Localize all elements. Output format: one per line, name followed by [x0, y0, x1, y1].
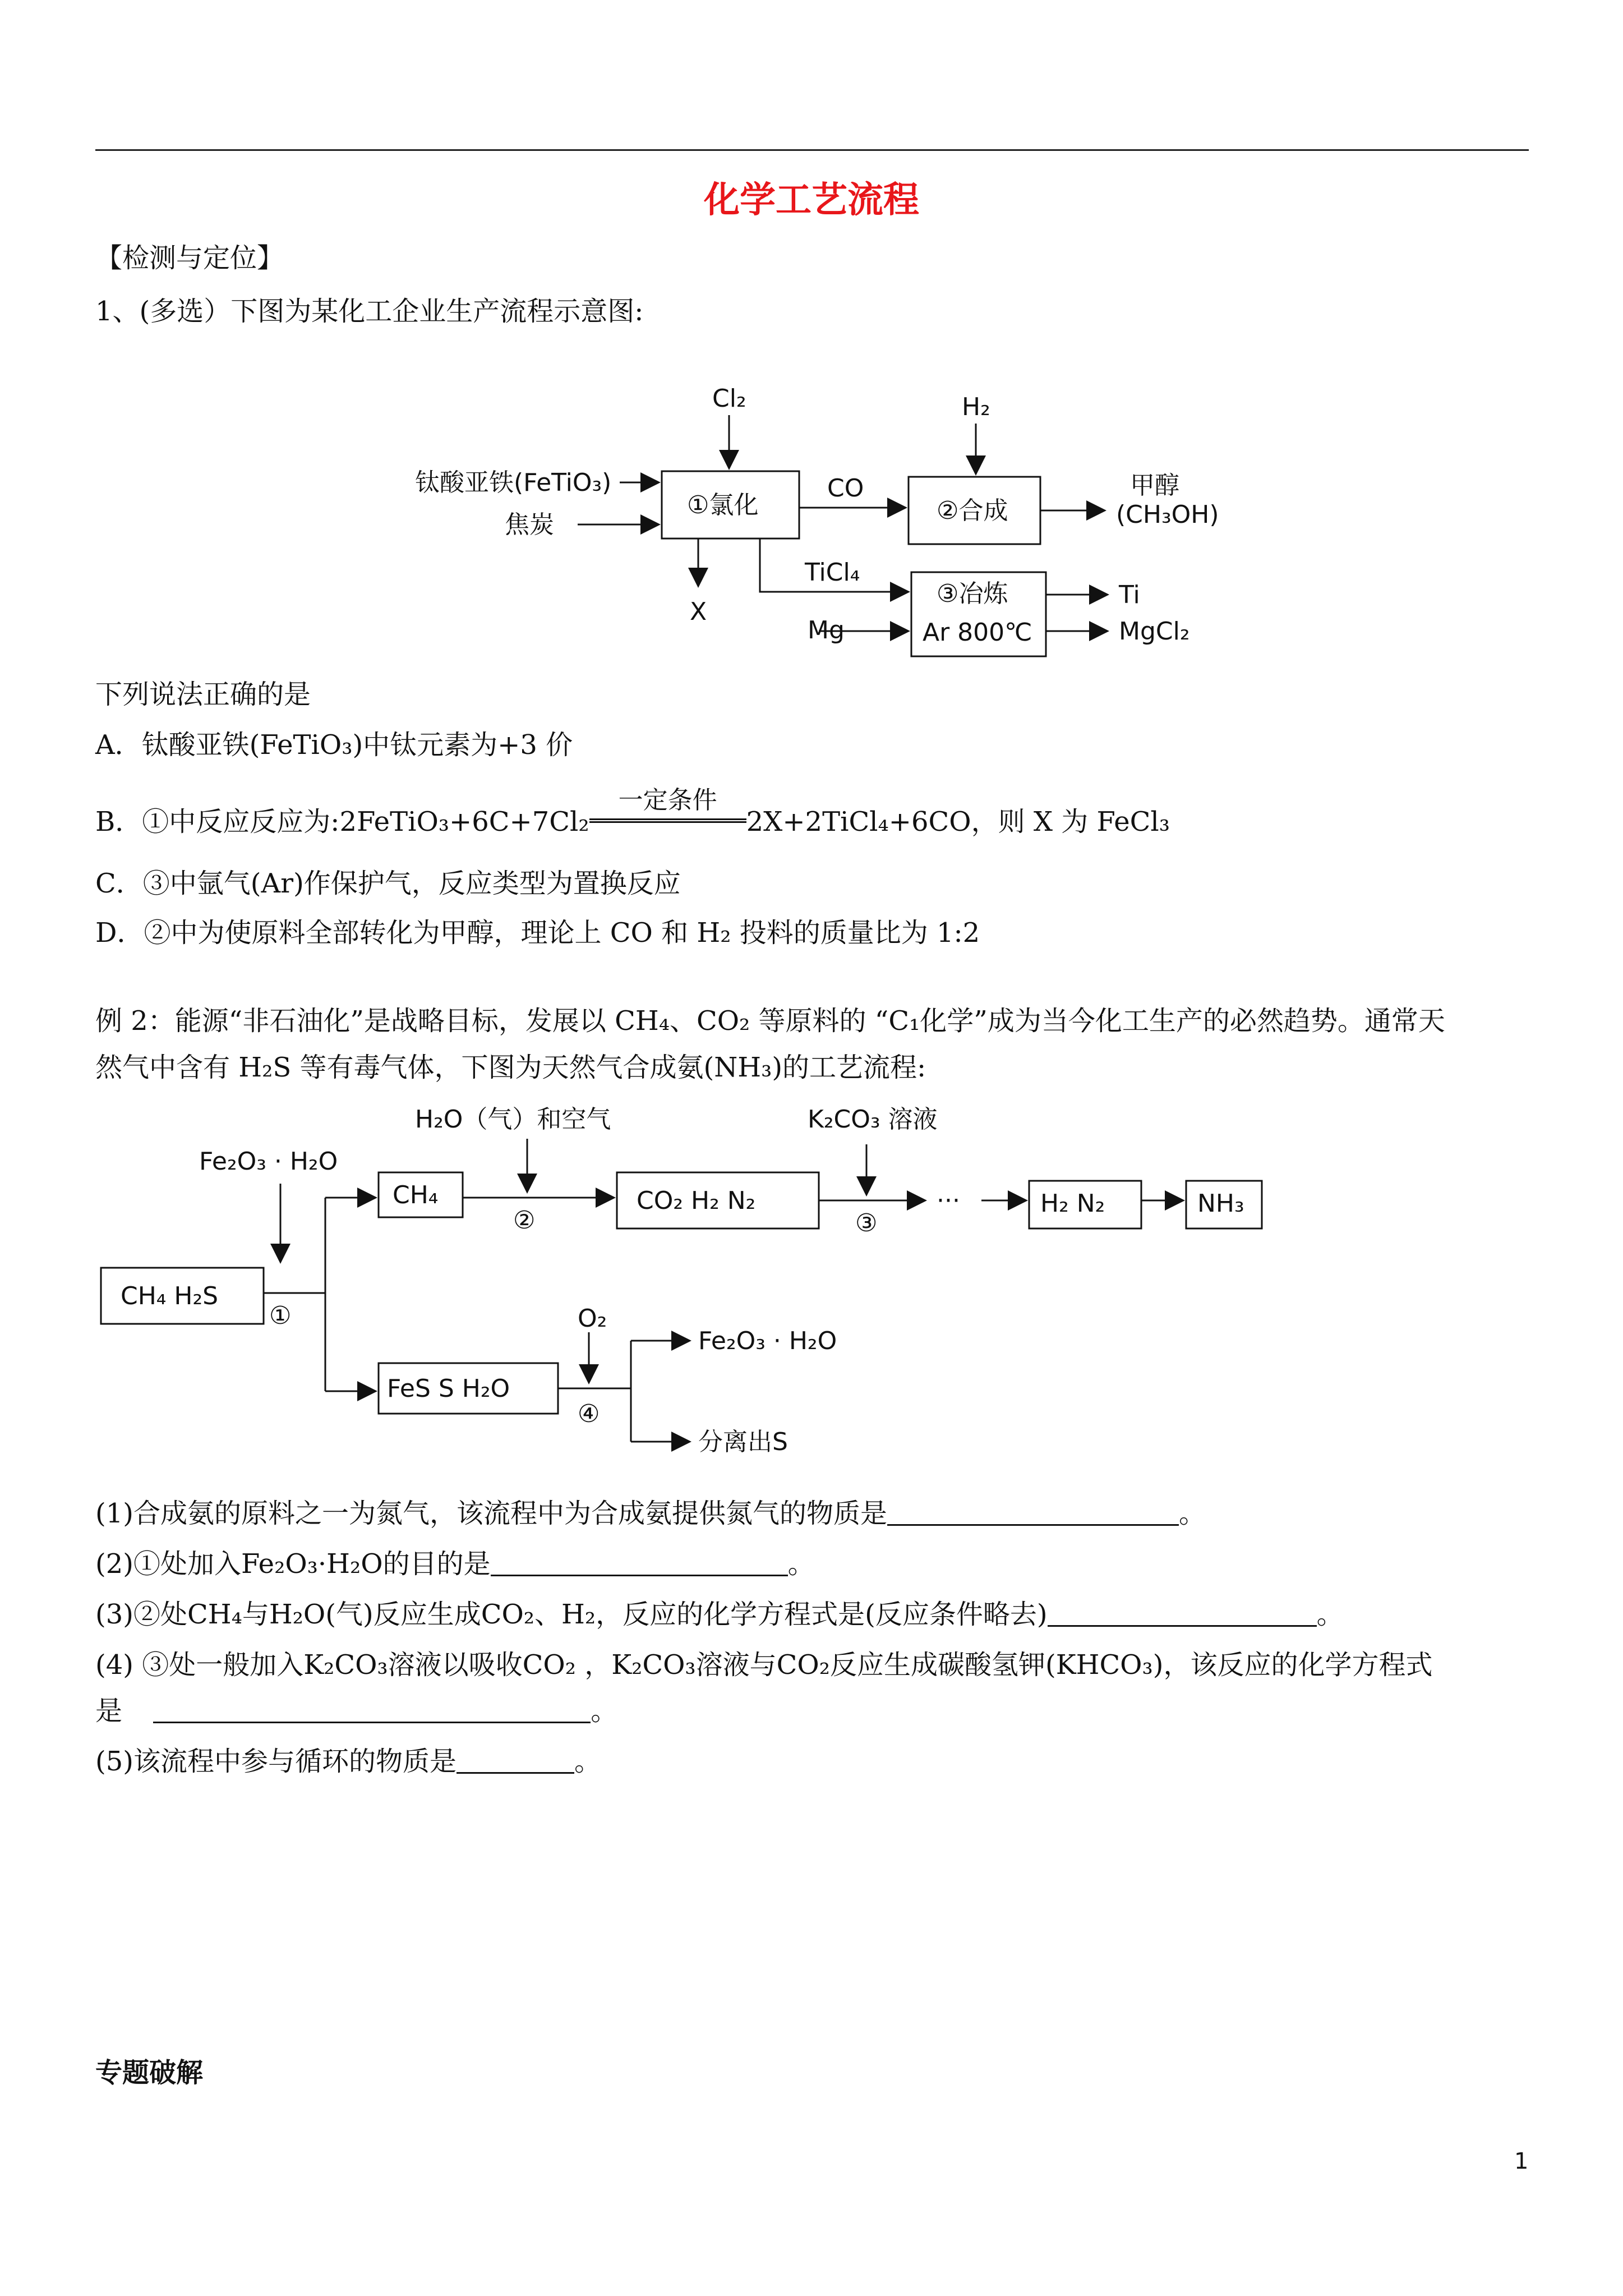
- diagram2-fe2o3-out: Fe₂O₃ · H₂O: [698, 1327, 837, 1355]
- example-2-question-4-line2: [95, 1694, 617, 1728]
- diagram2-o2: O₂: [578, 1304, 607, 1333]
- diagram1-h2: H₂: [962, 393, 990, 421]
- question-1-prompt: 下列说法正确的是: [95, 679, 311, 710]
- ex2-q3-text: (3)②处CH₄与H₂O(气)反应生成CO₂、H₂，反应的化学方程式是(反应条件略去): [95, 1599, 1048, 1630]
- example-2-line2: 然气中含有 H₂S 等有毒气体，下图为天然气合成氨(NH₃)的工艺流程:: [95, 1052, 926, 1083]
- option-c: C．③中氩气(Ar)作保护气，反应类型为置换反应: [95, 868, 681, 899]
- diagram2-fess: FeS S H₂O: [387, 1374, 510, 1403]
- ex2-q5-end: 。: [574, 1746, 602, 1777]
- option-a: A．钛酸亚铁(FeTiO₃)中钛元素为+3 价: [95, 729, 573, 761]
- diagram2-ch4: CH₄: [393, 1181, 439, 1209]
- diagram2-feed: CH₄ H₂S: [121, 1282, 219, 1310]
- process-flow-diagram-2: [95, 1099, 1284, 1481]
- diagram1-cl2: Cl₂: [712, 384, 746, 413]
- diagram1-step1: ①氯化: [687, 491, 759, 519]
- diagram2-sep-s: 分离出S: [698, 1428, 788, 1456]
- example-2-question-3: [95, 1598, 1344, 1631]
- ex2-q2-text: (2)①处加入Fe₂O₃·H₂O的目的是: [95, 1548, 491, 1580]
- question-1-stem: 1、(多选）下图为某化工企业生产流程示意图:: [95, 296, 644, 327]
- footer-heading: 专题破解: [95, 2057, 204, 2088]
- diagram2-dots: ···: [937, 1186, 960, 1215]
- answer-blank-4[interactable]: [153, 1696, 591, 1723]
- option-b-pre: B．①中反应反应为:2FeTiO₃+6C+7Cl₂: [95, 806, 589, 838]
- option-b-post: 2X+2TiCl₄+6CO，则 X 为 FeCl₃: [746, 806, 1170, 838]
- option-d: D．②中为使原料全部转化为甲醇，理论上 CO 和 H₂ 投料的质量比为 1:2: [95, 917, 980, 949]
- answer-blank-5[interactable]: [457, 1746, 574, 1774]
- diagram1-feedstock1: 钛酸亚铁(FeTiO₃): [415, 468, 612, 497]
- diagram1-feedstock2: 焦炭: [505, 510, 554, 539]
- reaction-condition-label: 一定条件: [618, 786, 717, 815]
- example-2-question-4-line1: (4) ③处一般加入K₂CO₃溶液以吸收CO₂ ，K₂CO₃溶液与CO₂反应生成碳酸氢钾(KHCO₃)，该反应的化学方程式: [95, 1649, 1433, 1681]
- diagram1-co: CO: [827, 474, 864, 503]
- ex2-q5-text: (5)该流程中参与循环的物质是: [95, 1746, 457, 1777]
- example-2-line1: 例 2：能源“非石油化”是战略目标，发展以 CH₄、CO₂ 等原料的 “C₁化学”成为当今化工生产的必然趋势。通常天: [95, 1005, 1445, 1037]
- reaction-condition: [589, 786, 746, 839]
- header-rule: [95, 149, 1529, 151]
- answer-blank-2[interactable]: [491, 1549, 788, 1576]
- diagram1-step3-cond: Ar 800℃: [923, 618, 1032, 647]
- diagram2-step1: ①: [269, 1301, 292, 1330]
- answer-blank-1[interactable]: [887, 1498, 1179, 1526]
- diagram1-x: X: [690, 597, 707, 626]
- diagram2-co2h2n2: CO₂ H₂ N₂: [637, 1186, 756, 1215]
- process-flow-diagram-1: [393, 376, 1267, 679]
- diagram2-h2n2: H₂ N₂: [1040, 1189, 1105, 1218]
- diagram1-step3: ③冶炼: [937, 579, 1008, 608]
- diagram2-step2: ②: [513, 1206, 536, 1235]
- example-2-question-2: [95, 1547, 815, 1581]
- diagram1-ti: Ti: [1119, 581, 1140, 609]
- diagram1-ticl4: TiCl₄: [805, 558, 860, 587]
- answer-blank-3[interactable]: [1048, 1599, 1317, 1627]
- diagram2-nh3: NH₃: [1197, 1189, 1244, 1218]
- page-title: 化学工艺流程: [704, 179, 919, 221]
- diagram1-product-formula: (CH₃OH): [1116, 500, 1219, 529]
- diagram2-step3: ③: [855, 1209, 878, 1237]
- ex2-q4-end: 。: [591, 1695, 618, 1727]
- diagram2-k2co3: K₂CO₃ 溶液: [808, 1105, 938, 1134]
- section-heading: 【检测与定位】: [95, 242, 284, 274]
- ex2-q1-text: (1)合成氨的原料之一为氮气，该流程中为合成氨提供氮气的物质是: [95, 1498, 887, 1529]
- diagram2-water-air: H₂O（气）和空气: [415, 1105, 611, 1134]
- diagram2-fe2o3-in: Fe₂O₃ · H₂O: [199, 1147, 338, 1176]
- ex2-q2-end: 。: [787, 1548, 815, 1580]
- diagram1-mg: Mg: [808, 616, 845, 645]
- option-b: [95, 786, 1170, 839]
- diagram1-product-name: 甲醇: [1130, 471, 1179, 500]
- ex2-q3-end: 。: [1316, 1599, 1344, 1630]
- ex2-q4-text: 是: [95, 1695, 123, 1727]
- diagram1-mgcl2: MgCl₂: [1119, 617, 1190, 646]
- ex2-q1-end: 。: [1179, 1498, 1206, 1529]
- diagram2-step4: ④: [578, 1400, 600, 1428]
- reaction-double-line: [589, 818, 746, 823]
- diagram1-step2: ②合成: [937, 496, 1008, 525]
- example-2-question-5: [95, 1745, 601, 1778]
- example-2-question-1: [95, 1497, 1206, 1530]
- page-number: 1: [1514, 2148, 1529, 2174]
